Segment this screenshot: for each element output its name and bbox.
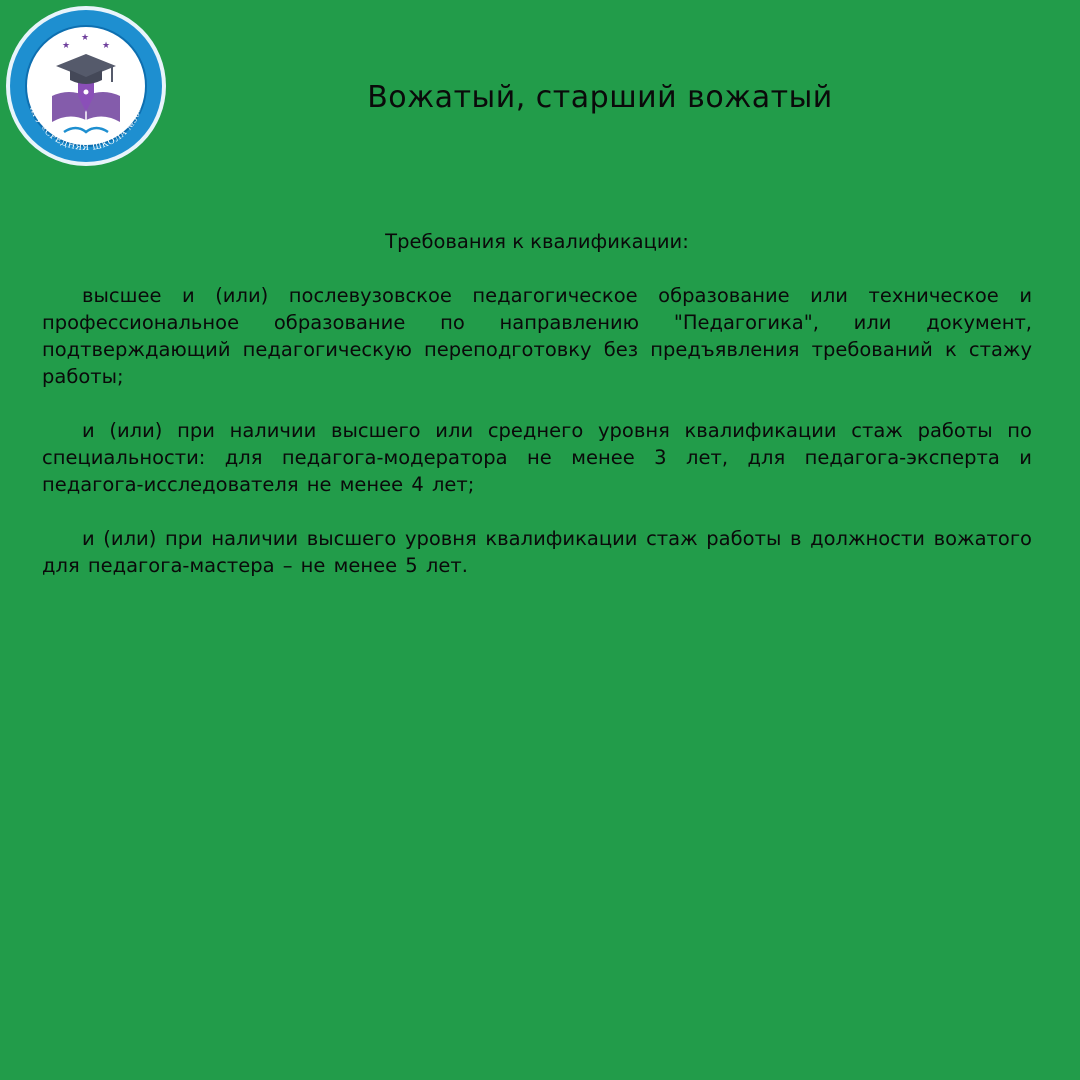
- logo-ring-text-bottom: КГУ «СРЕДНЯЯ ШКОЛА №36»: [27, 105, 145, 154]
- page-title: Вожатый, старший вожатый: [367, 80, 833, 115]
- svg-text:★: ★: [62, 41, 71, 51]
- svg-text:★: ★: [102, 41, 111, 51]
- requirement-paragraph: и (или) при наличии высшего уровня квалификации стаж работы в должности вожатого для педагога-мастера – не менее 5 лет.: [42, 527, 1032, 577]
- school-logo: [4, 4, 168, 168]
- logo-ring-text-top: «№36 ОРТА МЕКТЕБІ» КММ: [28, 26, 144, 76]
- section-heading: Требования к квалификации:: [385, 230, 689, 253]
- requirement-paragraph: высшее и (или) послевузовское педагогическое образование или техническое и профессиональное образование по направлению "Педагогика", или документ, подтверждающий педагогическую переподготовку без предъявления требований к стажу работы;: [42, 284, 1032, 388]
- requirements-section: [42, 228, 1032, 606]
- requirement-paragraph: и (или) при наличии высшего или среднего уровня квалификации стаж работы по специальности: для педагога-модератора не менее 3 лет, для педагога-эксперта и педагога-исследователя не менее 4 лет;: [42, 419, 1032, 496]
- svg-text:★: ★: [81, 33, 90, 43]
